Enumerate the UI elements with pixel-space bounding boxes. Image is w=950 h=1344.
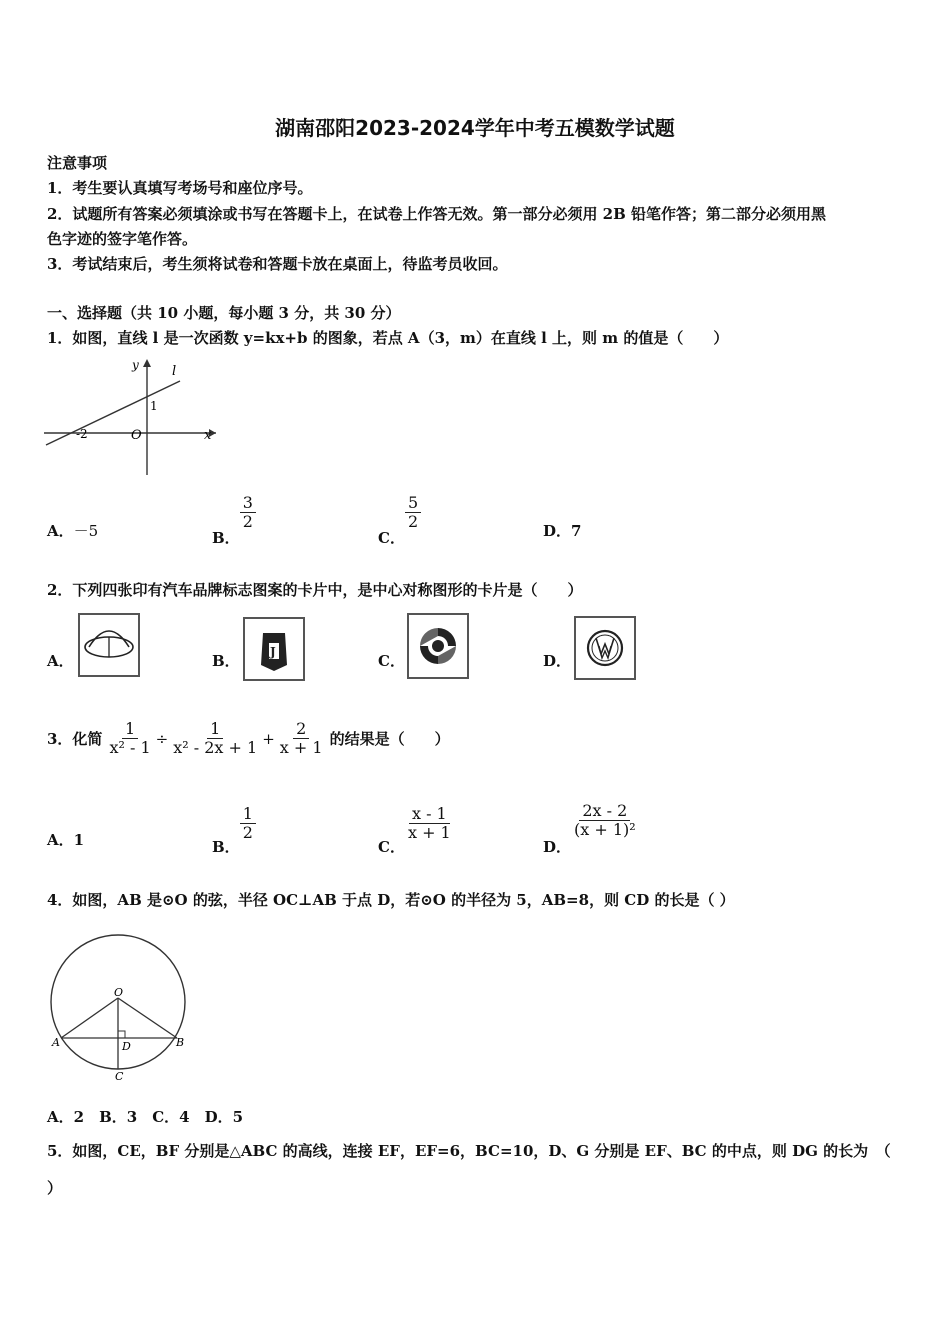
q4-options: A．2 B．3 C．4 D．5 — [47, 1108, 244, 1126]
notice-item-1: 1．考生要认真填写考场号和座位序号。 — [47, 179, 313, 197]
q2-option-b-label: B． — [212, 652, 240, 670]
notice-heading: 注意事项 — [47, 154, 108, 172]
q2-option-c-label: C． — [378, 652, 405, 670]
q2-option-a-label: A． — [47, 652, 74, 670]
intercept-1-label: 1 — [150, 399, 158, 413]
intercept-minus2-label: -2 — [76, 427, 88, 441]
point-o: O — [114, 986, 124, 999]
question-3-text: 3．化简 $\frac{1}{\text{x² - 1}}$ ÷ $\frac{1}{\text{x² - 2x + 1}}$ + $\frac{2}{x + 1}$ 的结果是（ ） — [47, 719, 450, 758]
logo-d-icon — [576, 618, 634, 678]
q1-option-d: D．7 — [543, 522, 582, 540]
question-5-close: ） — [47, 1179, 63, 1197]
q2-card-b — [243, 617, 305, 681]
question-1-graph — [44, 355, 224, 477]
q2-card-a — [78, 613, 140, 677]
origin-label: O — [131, 428, 142, 443]
y-label: y — [132, 358, 139, 372]
q1-option-b: B． $\frac{3}{2}$ — [212, 494, 256, 532]
point-b: B — [176, 1036, 185, 1049]
segment-ob — [118, 998, 177, 1038]
q3-option-a: A．1 — [47, 831, 85, 849]
notice-item-3: 3．考试结束后，考生须将试卷和答题卡放在桌面上，待监考员收回。 — [47, 255, 508, 273]
svg-text:J: J — [270, 645, 276, 659]
question-1-text: 1．如图，直线 l 是一次函数 y=kx+b 的图象，若点 A（3，m）在直线 l 上，则 m 的值是（ ） — [47, 329, 729, 347]
q1-option-c: C． $\frac{5}{2}$ — [378, 494, 421, 532]
q2-card-d — [574, 616, 636, 680]
right-angle-mark — [118, 1031, 125, 1038]
q2-option-d-label: D． — [543, 652, 572, 670]
question-2-text: 2．下列四张印有汽车品牌标志图案的卡片中，是中心对称图形的卡片是（ ） — [47, 581, 583, 599]
logo-b-icon — [245, 619, 303, 679]
q1-option-a: A．－5 — [47, 522, 99, 540]
question-4-figure — [48, 928, 190, 1084]
logo-a-icon — [80, 615, 138, 675]
segment-oa — [61, 998, 118, 1038]
q2-card-c — [407, 613, 469, 679]
notice-item-2-cont: 色字迹的签字笔作答。 — [47, 230, 198, 248]
x-label: x — [204, 428, 212, 443]
l-label: l — [172, 364, 177, 379]
question-5-text: 5．如图，CE，BF 分别是△ABC 的高线，连接 EF，EF=6，BC=10，D、G 分别是 EF、BC 的中点，则 DG 的长为 （ — [47, 1142, 891, 1160]
q3-option-d: D． $\frac{2x - 2}{\text{(x + 1)²}}$ — [543, 801, 636, 856]
line-l — [46, 381, 180, 445]
q3-option-c: C． $\frac{x - 1}{x + 1}$ — [378, 804, 451, 856]
q3-option-b: B． $\frac{1}{2}$ — [212, 805, 256, 843]
y-axis-arrow — [143, 359, 151, 367]
point-c: C — [115, 1070, 124, 1083]
logo-c-icon — [409, 615, 467, 677]
page-title: 湖南邵阳2023-2024学年中考五模数学试题 — [275, 116, 675, 140]
point-d: D — [122, 1040, 131, 1053]
notice-item-2: 2．试题所有答案必须填涂或书写在答题卡上，在试卷上作答无效。第一部分必须用 2B 铅笔作答；第二部分必须用黑 — [47, 205, 827, 223]
point-a: A — [52, 1036, 60, 1049]
section-heading: 一、选择题（共 10 小题，每小题 3 分，共 30 分） — [47, 304, 401, 322]
question-4-text: 4．如图，AB 是⊙O 的弦，半径 OC⊥AB 于点 D，若⊙O 的半径为 5，AB=8，则 CD 的长是（ ） — [47, 891, 735, 909]
